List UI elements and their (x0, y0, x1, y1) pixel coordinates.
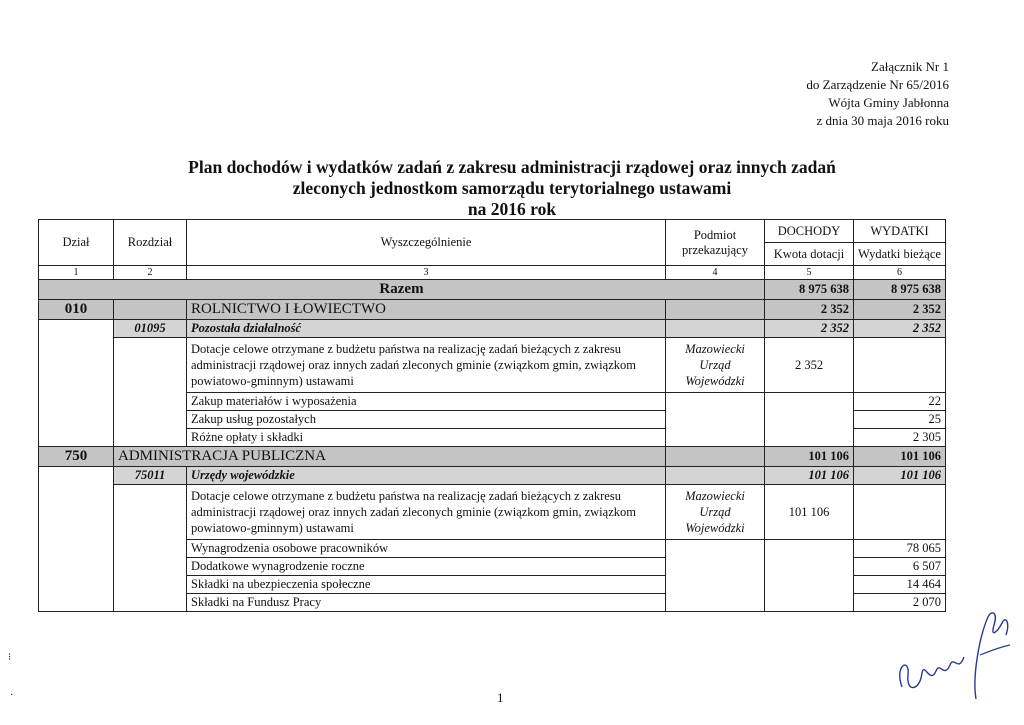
razem-wydatki: 8 975 638 (854, 280, 946, 300)
title-line-1: Plan dochodów i wydatków zadań z zakresu administracji rządowej oraz innych zadań (188, 157, 836, 177)
expense-value: 2 305 (854, 429, 946, 447)
empty-cell (114, 338, 187, 447)
header-podmiot: Podmiot przekazujący (666, 220, 765, 266)
document-title (0, 157, 1024, 220)
empty-cell (666, 467, 765, 485)
rozdzial-name: Pozostała działalność (187, 320, 666, 338)
expense-name: Dodatkowe wynagrodzenie roczne (187, 558, 666, 576)
empty-cell (666, 447, 765, 467)
column-number-row (39, 266, 946, 280)
col-number-1: 1 (39, 266, 114, 280)
empty-cell (114, 300, 187, 320)
podmiot-przekazujacy: Mazowiecki Urząd Wojewódzki (666, 485, 765, 540)
col-number-2: 2 (114, 266, 187, 280)
col-number-6: 6 (854, 266, 946, 280)
section-row-010 (39, 300, 946, 320)
header-rozdzial: Rozdział (114, 220, 187, 266)
expense-value: 22 (854, 393, 946, 411)
scan-mark: · (10, 690, 14, 701)
rozdzial-row-75011 (39, 467, 946, 485)
empty-cell (39, 320, 114, 447)
page-number: 1 (497, 690, 504, 705)
signature-stroke-3 (980, 645, 1010, 655)
empty-cell (666, 300, 765, 320)
dotacja-description: Dotacje celowe otrzymane z budżetu państwa na realizację zadań bieżących z zakresu administracji rządowej oraz innych zadań zleconych gminie (związkom gmin, związkom powiatowo-gminnym) ustawami (187, 485, 666, 540)
empty-cell (39, 467, 114, 612)
col-number-4: 4 (666, 266, 765, 280)
scan-mark: ⁝ (8, 652, 12, 663)
rozdzial-dochody: 101 106 (765, 467, 854, 485)
dzial-wydatki: 101 106 (854, 447, 946, 467)
empty-cell (666, 540, 765, 612)
annex-line-4: z dnia 30 maja 2016 roku (816, 113, 949, 128)
annex-line-3: Wójta Gminy Jabłonna (828, 95, 949, 110)
dotacja-row (39, 485, 946, 540)
dzial-code: 750 (39, 447, 114, 467)
signature-stroke-2 (975, 613, 1008, 699)
expense-name: Zakup usług pozostałych (187, 411, 666, 429)
empty-cell (666, 393, 765, 447)
expense-name: Składki na Fundusz Pracy (187, 594, 666, 612)
header-wyszczegolnienie: Wyszczególnienie (187, 220, 666, 266)
title-line-2: zleconych jednostkom samorządu terytorialnego ustawami (292, 178, 732, 198)
expense-value: 78 065 (854, 540, 946, 558)
expense-value: 25 (854, 411, 946, 429)
section-row-750 (39, 447, 946, 467)
col-number-5: 5 (765, 266, 854, 280)
title-line-3: na 2016 rok (467, 199, 557, 219)
dzial-dochody: 101 106 (765, 447, 854, 467)
rozdzial-wydatki: 2 352 (854, 320, 946, 338)
dzial-dochody: 2 352 (765, 300, 854, 320)
header-dochody: DOCHODY (765, 220, 854, 243)
col-number-3: 3 (187, 266, 666, 280)
empty-cell (854, 485, 946, 540)
expense-name: Zakup materiałów i wyposażenia (187, 393, 666, 411)
rozdzial-wydatki: 101 106 (854, 467, 946, 485)
expense-name: Różne opłaty i składki (187, 429, 666, 447)
razem-row (39, 280, 946, 300)
podmiot-przekazujacy: Mazowiecki Urząd Wojewódzki (666, 338, 765, 393)
handwritten-signature (880, 595, 1015, 710)
annex-line-1: Załącznik Nr 1 (871, 59, 949, 74)
dotacja-kwota: 2 352 (765, 338, 854, 393)
header-kwota-dotacji: Kwota dotacji (765, 243, 854, 266)
dotacja-kwota: 101 106 (765, 485, 854, 540)
rozdzial-code: 01095 (114, 320, 187, 338)
rozdzial-code: 75011 (114, 467, 187, 485)
dzial-wydatki: 2 352 (854, 300, 946, 320)
expense-value: 2 070 (854, 594, 946, 612)
expense-value: 6 507 (854, 558, 946, 576)
rozdzial-name: Urzędy wojewódzkie (187, 467, 666, 485)
empty-cell (765, 540, 854, 612)
razem-dochody: 8 975 638 (765, 280, 854, 300)
expense-name: Składki na ubezpieczenia społeczne (187, 576, 666, 594)
annex-header (806, 58, 949, 130)
header-wydatki-biezace: Wydatki bieżące (854, 243, 946, 266)
dzial-code: 010 (39, 300, 114, 320)
dotacja-row (39, 338, 946, 393)
rozdzial-dochody: 2 352 (765, 320, 854, 338)
header-wydatki: WYDATKI (854, 220, 946, 243)
annex-line-2: do Zarządzenie Nr 65/2016 (806, 77, 949, 92)
header-dzial: Dział (39, 220, 114, 266)
dzial-name: ADMINISTRACJA PUBLICZNA (114, 447, 666, 467)
razem-label: Razem (39, 280, 765, 300)
dzial-name: ROLNICTWO I ŁOWIECTWO (187, 300, 666, 320)
rozdzial-row-01095 (39, 320, 946, 338)
header-row-1 (39, 220, 946, 243)
plan-table (38, 219, 946, 612)
empty-cell (765, 393, 854, 447)
expense-name: Wynagrodzenia osobowe pracowników (187, 540, 666, 558)
expense-value: 14 464 (854, 576, 946, 594)
dotacja-description: Dotacje celowe otrzymane z budżetu państwa na realizację zadań bieżących z zakresu administracji rządowej oraz innych zadań zleconych gminie (związkom gmin, związkom powiatowo-gminnym) ustawami (187, 338, 666, 393)
empty-cell (666, 320, 765, 338)
empty-cell (854, 338, 946, 393)
empty-cell (114, 485, 187, 612)
signature-stroke-1 (900, 657, 964, 688)
